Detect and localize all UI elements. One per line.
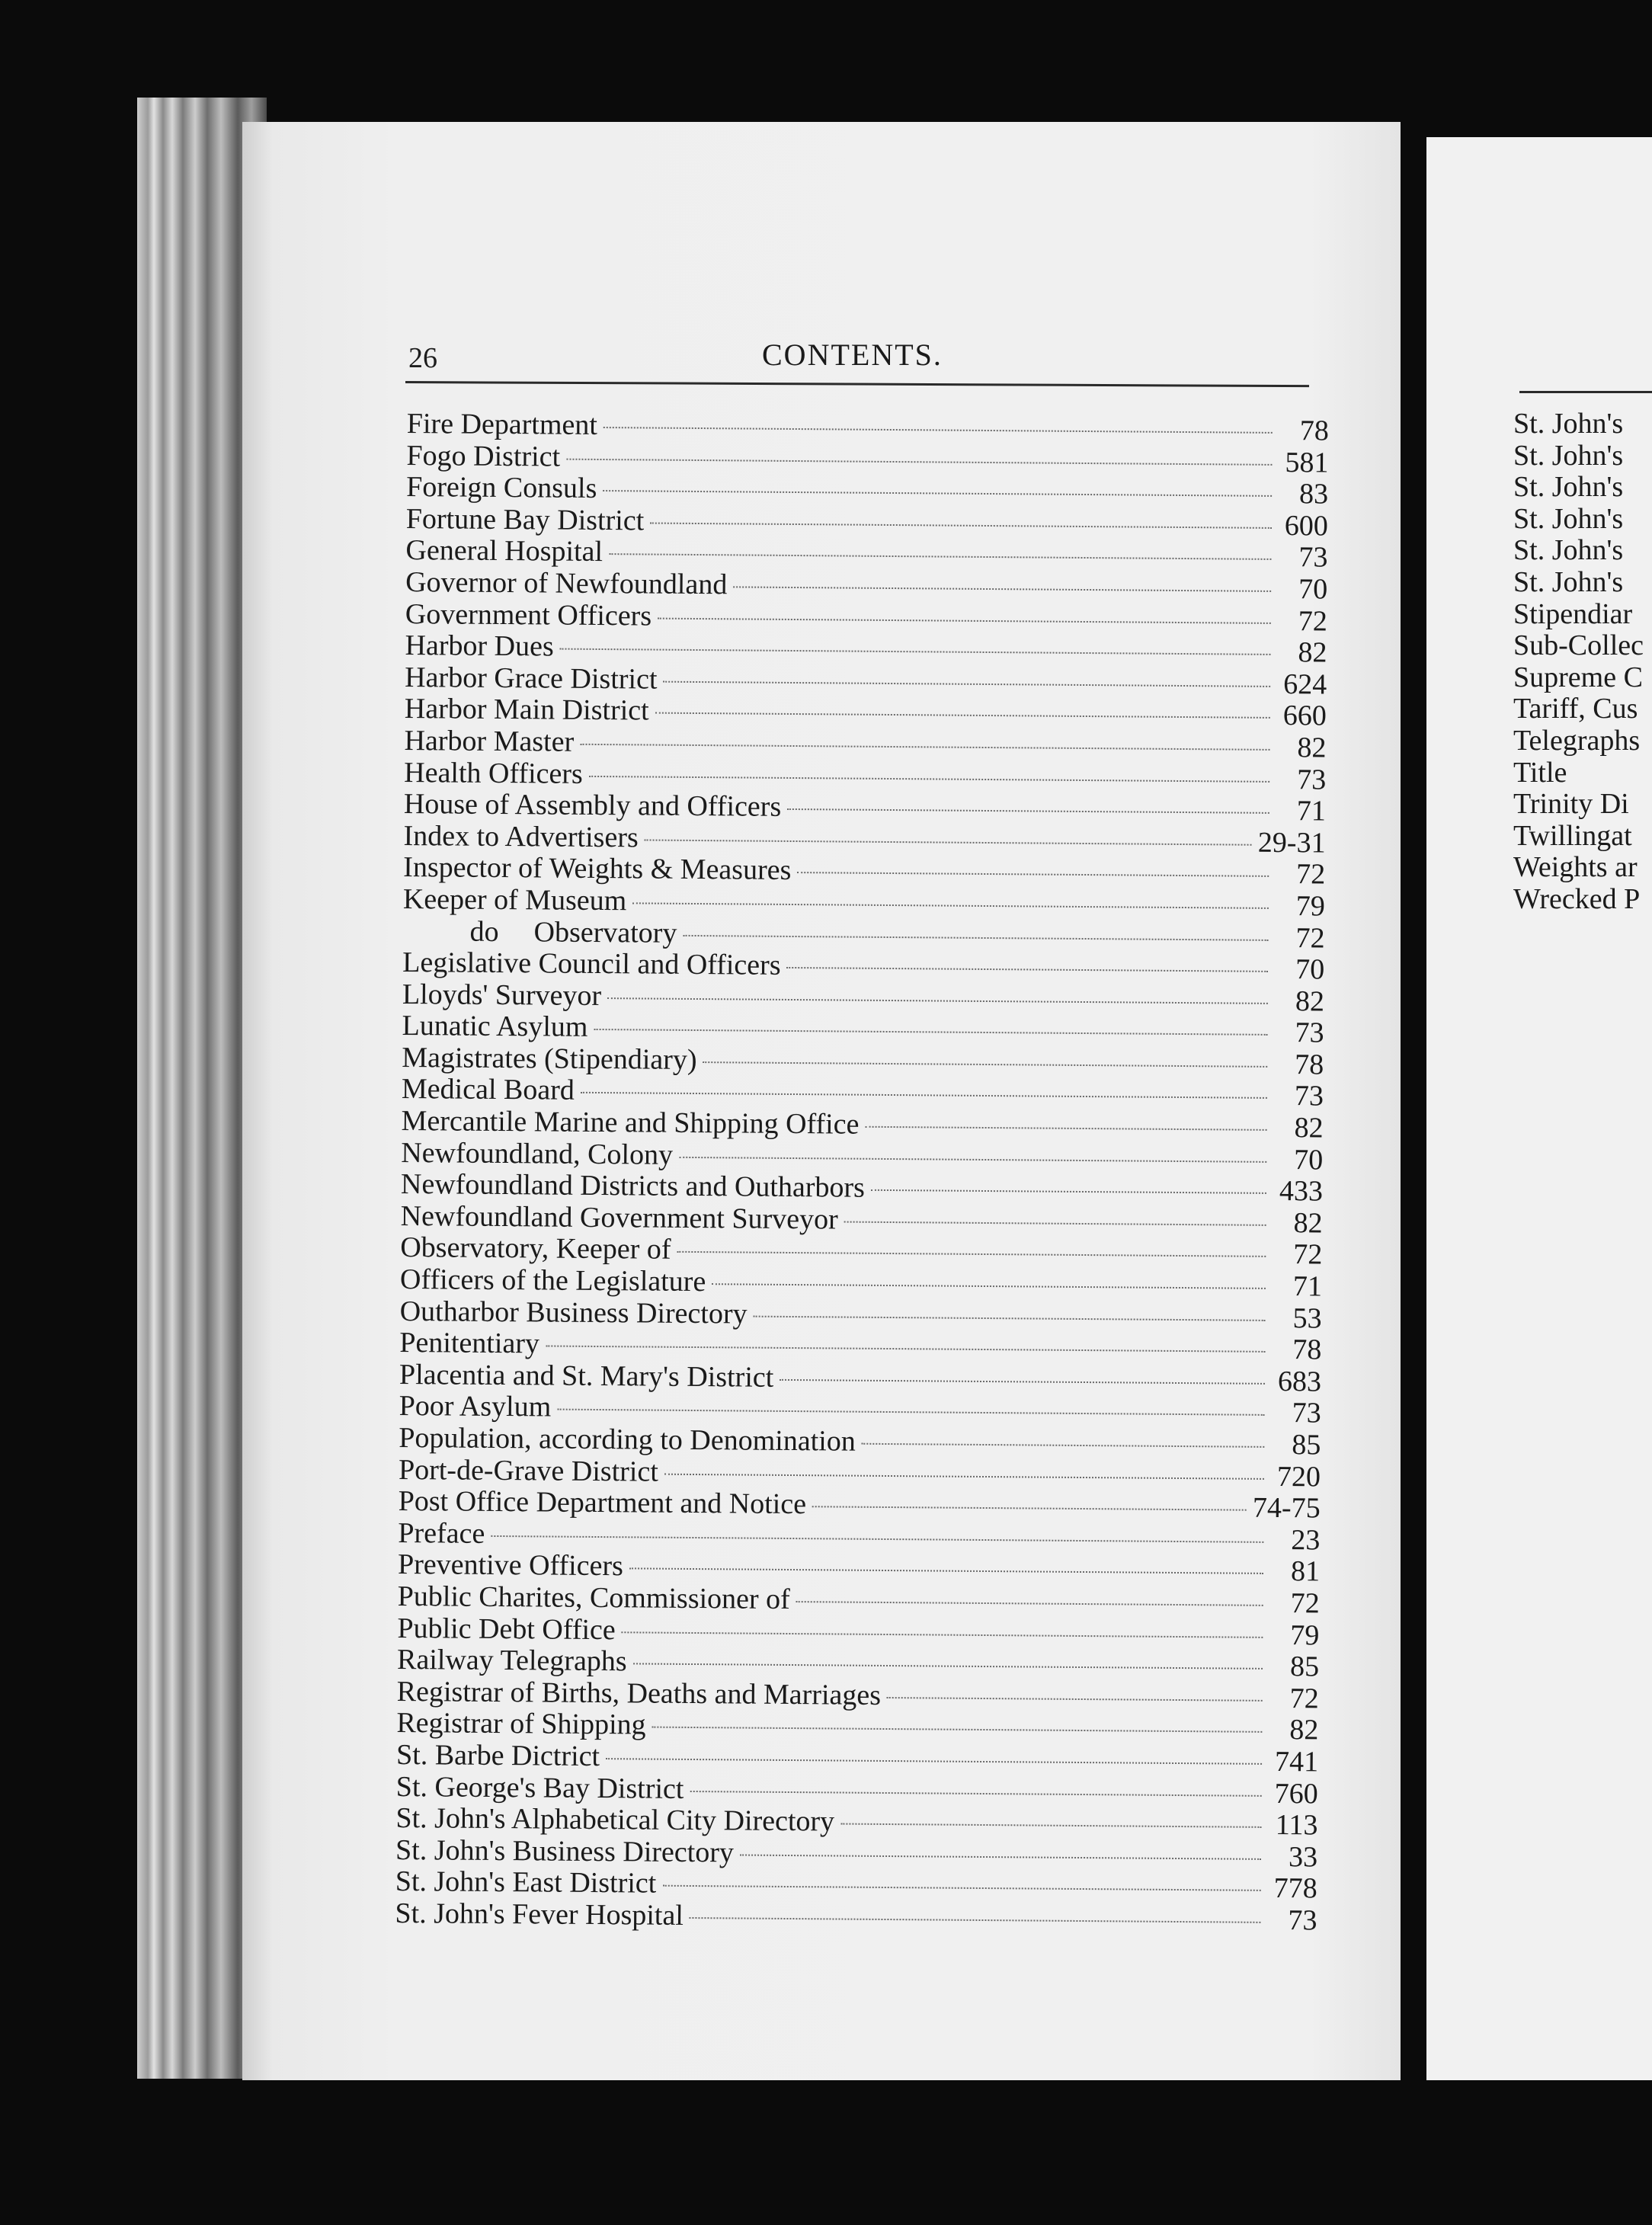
dot-leader (658, 617, 1271, 623)
dot-leader (871, 1189, 1266, 1194)
page-number: 26 (408, 342, 437, 374)
entry-title-suffix: Observatory (533, 915, 677, 949)
entry-page-number: 74-75 (1252, 1491, 1321, 1525)
entry-page-number: 113 (1275, 1809, 1318, 1842)
entry-title: Lunatic Asylum (402, 1010, 588, 1044)
entry-page-number: 82 (1298, 636, 1327, 669)
entry-label (397, 1612, 616, 1647)
dot-leader (712, 1283, 1266, 1289)
entry-label (402, 1072, 575, 1107)
entry-label (396, 1706, 646, 1742)
entry-label (398, 1580, 790, 1616)
entry-title: Fire Department (406, 407, 598, 441)
entry-label (402, 946, 781, 982)
entry-title: Poor Asylum (399, 1390, 552, 1423)
dot-leader (629, 1568, 1263, 1575)
entry-label (406, 439, 560, 474)
entry-title: Registrar of Shipping (396, 1707, 646, 1741)
entry-page-number: 70 (1294, 1143, 1324, 1177)
right-contents-entry: Title (1513, 756, 1567, 789)
entry-page-number: 53 (1292, 1301, 1322, 1335)
entry-label (405, 629, 554, 664)
dot-leader (865, 1126, 1266, 1131)
entry-title: Medical Board (401, 1073, 575, 1107)
right-contents-entry: Supreme C (1513, 661, 1643, 693)
entry-title: Harbor Main District (404, 693, 649, 727)
right-page-contents-list (1513, 407, 1652, 914)
entry-page-number: 73 (1294, 1080, 1324, 1112)
entry-label (403, 850, 791, 887)
dot-leader (652, 1727, 1263, 1733)
dot-leader (589, 775, 1269, 782)
entry-page-number: 81 (1290, 1555, 1321, 1588)
entry-label (401, 1136, 673, 1172)
entry-label (402, 1009, 587, 1044)
right-contents-entry: St. John's (1513, 565, 1624, 598)
entry-page-number: 741 (1274, 1745, 1319, 1778)
entry-page-number: 72 (1290, 1587, 1320, 1620)
dot-leader (740, 1854, 1261, 1859)
entry-label (405, 692, 649, 728)
entry-label (397, 1643, 627, 1678)
entry-title: do (469, 915, 499, 948)
entry-title: Officers of the Legislature (399, 1263, 706, 1298)
entry-label (400, 1263, 706, 1298)
dot-leader (632, 902, 1269, 909)
entry-page-number: 83 (1298, 478, 1329, 511)
entry-title: Preface (398, 1516, 485, 1550)
entry-label (404, 787, 782, 824)
entry-label (406, 502, 645, 537)
dot-leader (796, 1601, 1263, 1606)
entry-label (399, 1453, 658, 1489)
dot-leader (560, 648, 1271, 655)
entry-title: Mercantile Marine and Shipping Office (401, 1105, 860, 1141)
entry-page-number: 624 (1283, 668, 1327, 701)
dot-leader (633, 1663, 1263, 1670)
entry-page-number: 33 (1288, 1840, 1318, 1874)
entry-label (405, 597, 652, 633)
entry-title: Placentia and St. Mary's District (399, 1358, 774, 1394)
entry-label (396, 1769, 684, 1805)
entry-page-number: 73 (1292, 1397, 1321, 1429)
entry-title: St. George's Bay District (395, 1770, 684, 1805)
entry-page-number: 70 (1298, 573, 1328, 606)
dot-leader (787, 967, 1269, 972)
entry-title: Lloyds' Surveyor (402, 978, 602, 1012)
dot-leader (703, 1061, 1268, 1068)
dot-leader (664, 1473, 1264, 1479)
entry-page-number: 581 (1285, 446, 1329, 479)
entry-label (395, 1833, 734, 1869)
right-contents-entry: Telegraphs (1513, 724, 1641, 757)
entry-label (400, 1295, 748, 1331)
dot-leader (650, 522, 1272, 528)
entry-title: St. Barbe Dictrict (395, 1738, 600, 1772)
entry-page-number: 79 (1295, 890, 1326, 923)
entry-title: Legislative Council and Officers (402, 946, 781, 981)
entry-page-number: 82 (1297, 732, 1327, 764)
entry-page-number: 82 (1294, 1112, 1324, 1145)
entry-title: St. John's Business Directory (395, 1833, 735, 1869)
dot-leader (622, 1631, 1263, 1638)
entry-title: General Hospital (405, 534, 603, 568)
entry-title: Health Officers (404, 756, 583, 790)
entry-label (404, 756, 583, 791)
entry-label (398, 1548, 623, 1583)
entry-title: House of Assembly and Officers (403, 788, 782, 823)
dot-leader (690, 1917, 1261, 1923)
right-contents-entry: Tariff, Cus (1513, 693, 1638, 725)
running-title: CONTENTS. (762, 338, 943, 372)
entry-page-number: 73 (1297, 763, 1327, 796)
entry-page-number: 85 (1289, 1650, 1320, 1683)
entry-title: Keeper of Museum (402, 882, 627, 917)
right-header-rule (1519, 391, 1652, 393)
right-contents-entry: Twillingat (1513, 819, 1632, 852)
entry-page-number: 72 (1293, 1238, 1323, 1271)
dot-leader (844, 1221, 1266, 1225)
entry-page-number: 73 (1295, 1016, 1324, 1049)
entry-title: Fortune Bay District (405, 502, 645, 537)
entry-label (406, 470, 597, 505)
entry-label (402, 978, 602, 1013)
entry-page-number: 72 (1295, 921, 1325, 954)
entry-page-number: 29-31 (1257, 826, 1326, 860)
dot-leader (663, 680, 1270, 687)
dot-leader (491, 1535, 1263, 1543)
entry-label (399, 1358, 774, 1394)
entry-title: Index to Advertisers (403, 819, 639, 854)
entry-title: Newfoundland Districts and Outharbors (400, 1168, 866, 1205)
entry-label (403, 819, 638, 854)
dot-leader (655, 712, 1270, 719)
entry-title: Harbor Dues (405, 629, 554, 663)
entry-title: Observatory, Keeper of (400, 1231, 671, 1266)
entry-page-number: 78 (1299, 415, 1329, 447)
entry-label (399, 1326, 539, 1360)
entry-label (404, 724, 574, 759)
entry-title: St. John's East District (395, 1865, 657, 1900)
entry-page-number: 79 (1290, 1618, 1320, 1652)
entry-title: Magistrates (Stipendiary) (402, 1041, 697, 1076)
entry-label (405, 565, 727, 601)
entry-title: Newfoundland, Colony (401, 1136, 674, 1171)
contents-entry (399, 1484, 1321, 1523)
right-contents-entry: St. John's (1513, 439, 1624, 472)
entry-page-number: 23 (1291, 1523, 1321, 1557)
dot-leader (662, 1885, 1260, 1891)
right-contents-entry: Weights ar (1513, 851, 1638, 884)
dot-leader (645, 839, 1252, 845)
contents-list (395, 407, 1329, 1935)
entry-label (395, 1865, 657, 1900)
entry-title: Post Office Department and Notice (398, 1485, 807, 1521)
entry-page-number: 82 (1295, 984, 1325, 1018)
dot-leader (581, 1092, 1267, 1099)
entry-label (400, 1199, 837, 1237)
entry-page-number: 720 (1276, 1460, 1321, 1493)
entry-title: Port-de-Grave District (398, 1453, 659, 1488)
contents-entry (395, 1897, 1317, 1935)
right-contents-entry: St. John's (1513, 471, 1624, 504)
dot-leader (754, 1315, 1266, 1321)
entry-title: St. John's Alphabetical City Directory (395, 1802, 835, 1838)
entry-page-number: 70 (1295, 953, 1325, 986)
dot-leader (580, 744, 1269, 751)
right-contents-entry: Wrecked P (1513, 882, 1641, 914)
entry-label (403, 882, 627, 917)
entry-title: Railway Telegraphs (396, 1644, 627, 1678)
right-contents-entry: Sub-Collec (1513, 629, 1644, 662)
entry-page-number: 660 (1282, 700, 1327, 732)
entry-title: Governor of Newfoundland (405, 565, 728, 601)
entry-page-number: 71 (1296, 795, 1327, 828)
entry-page-number: 72 (1296, 858, 1326, 891)
entry-label (398, 1516, 485, 1551)
entry-title: Population, according to Denomination (399, 1421, 856, 1458)
dot-leader (797, 872, 1269, 877)
entry-page-number: 82 (1293, 1207, 1323, 1240)
entry-label (399, 1389, 552, 1424)
entry-title: Newfoundland Government Surveyor (400, 1199, 838, 1236)
dot-leader (607, 997, 1268, 1004)
entry-page-number: 72 (1289, 1682, 1319, 1715)
entry-label (407, 407, 597, 442)
entry-page-number: 71 (1292, 1270, 1323, 1303)
dot-leader (603, 490, 1272, 497)
dot-leader (677, 1251, 1266, 1257)
entry-page-number: 82 (1289, 1714, 1319, 1746)
entry-title: Penitentiary (399, 1327, 540, 1360)
entry-page-number: 72 (1298, 604, 1327, 638)
dot-leader (812, 1506, 1247, 1510)
dot-leader (679, 1156, 1266, 1162)
entry-page-number: 760 (1274, 1777, 1318, 1810)
entry-title: Outharbor Business Directory (399, 1295, 748, 1330)
right-contents-entry: Stipendiar (1513, 597, 1633, 630)
entry-label (402, 1041, 697, 1077)
dot-leader (780, 1379, 1265, 1385)
dot-leader (840, 1823, 1261, 1828)
entry-page-number: 600 (1284, 509, 1328, 543)
dot-leader (887, 1697, 1263, 1702)
entry-title: Government Officers (405, 597, 652, 632)
entry-title: Public Debt Office (397, 1612, 616, 1646)
dot-leader (603, 427, 1273, 434)
entry-page-number: 433 (1279, 1175, 1324, 1208)
right-contents-entry: Trinity Di (1513, 788, 1629, 821)
entry-title: Public Charites, Commissioner of (397, 1580, 790, 1615)
dot-leader (566, 458, 1272, 465)
entry-page-number: 85 (1292, 1429, 1321, 1461)
dot-leader (606, 1758, 1262, 1765)
entry-page-number: 73 (1298, 541, 1328, 574)
entry-page-number: 73 (1288, 1904, 1317, 1937)
right-contents-entry: St. John's (1513, 534, 1624, 567)
entry-label (402, 914, 677, 949)
dot-leader (862, 1443, 1265, 1448)
entry-page-number: 78 (1292, 1333, 1322, 1366)
entry-page-number: 683 (1277, 1365, 1322, 1398)
dot-leader (557, 1409, 1264, 1416)
entry-label (405, 533, 603, 568)
entry-title: Inspector of Weights & Measures (403, 851, 792, 887)
right-contents-entry: St. John's (1513, 502, 1624, 535)
right-contents-entry: St. John's (1513, 408, 1624, 440)
dot-leader (733, 586, 1271, 592)
dot-leader (787, 808, 1269, 814)
dot-leader (594, 1029, 1267, 1036)
entry-label (405, 661, 658, 696)
entry-label (400, 1231, 671, 1266)
entry-title: Fogo District (406, 439, 561, 473)
dot-leader (609, 553, 1271, 560)
entry-page-number: 778 (1273, 1872, 1317, 1905)
dot-leader (683, 934, 1268, 940)
entry-title: Registrar of Births, Deaths and Marriages (396, 1675, 882, 1711)
entry-page-number: 78 (1295, 1048, 1324, 1081)
entry-title: Harbor Master (404, 724, 575, 758)
entry-title: St. John's Fever Hospital (395, 1897, 684, 1932)
entry-label (399, 1484, 807, 1521)
entry-title: Preventive Officers (397, 1548, 624, 1583)
entry-label (395, 1897, 684, 1932)
dot-leader (690, 1791, 1261, 1797)
entry-label (396, 1738, 600, 1773)
entry-title: Harbor Grace District (405, 661, 658, 696)
entry-label (395, 1801, 834, 1839)
entry-title: Foreign Consuls (406, 471, 597, 505)
dot-leader (546, 1346, 1265, 1353)
